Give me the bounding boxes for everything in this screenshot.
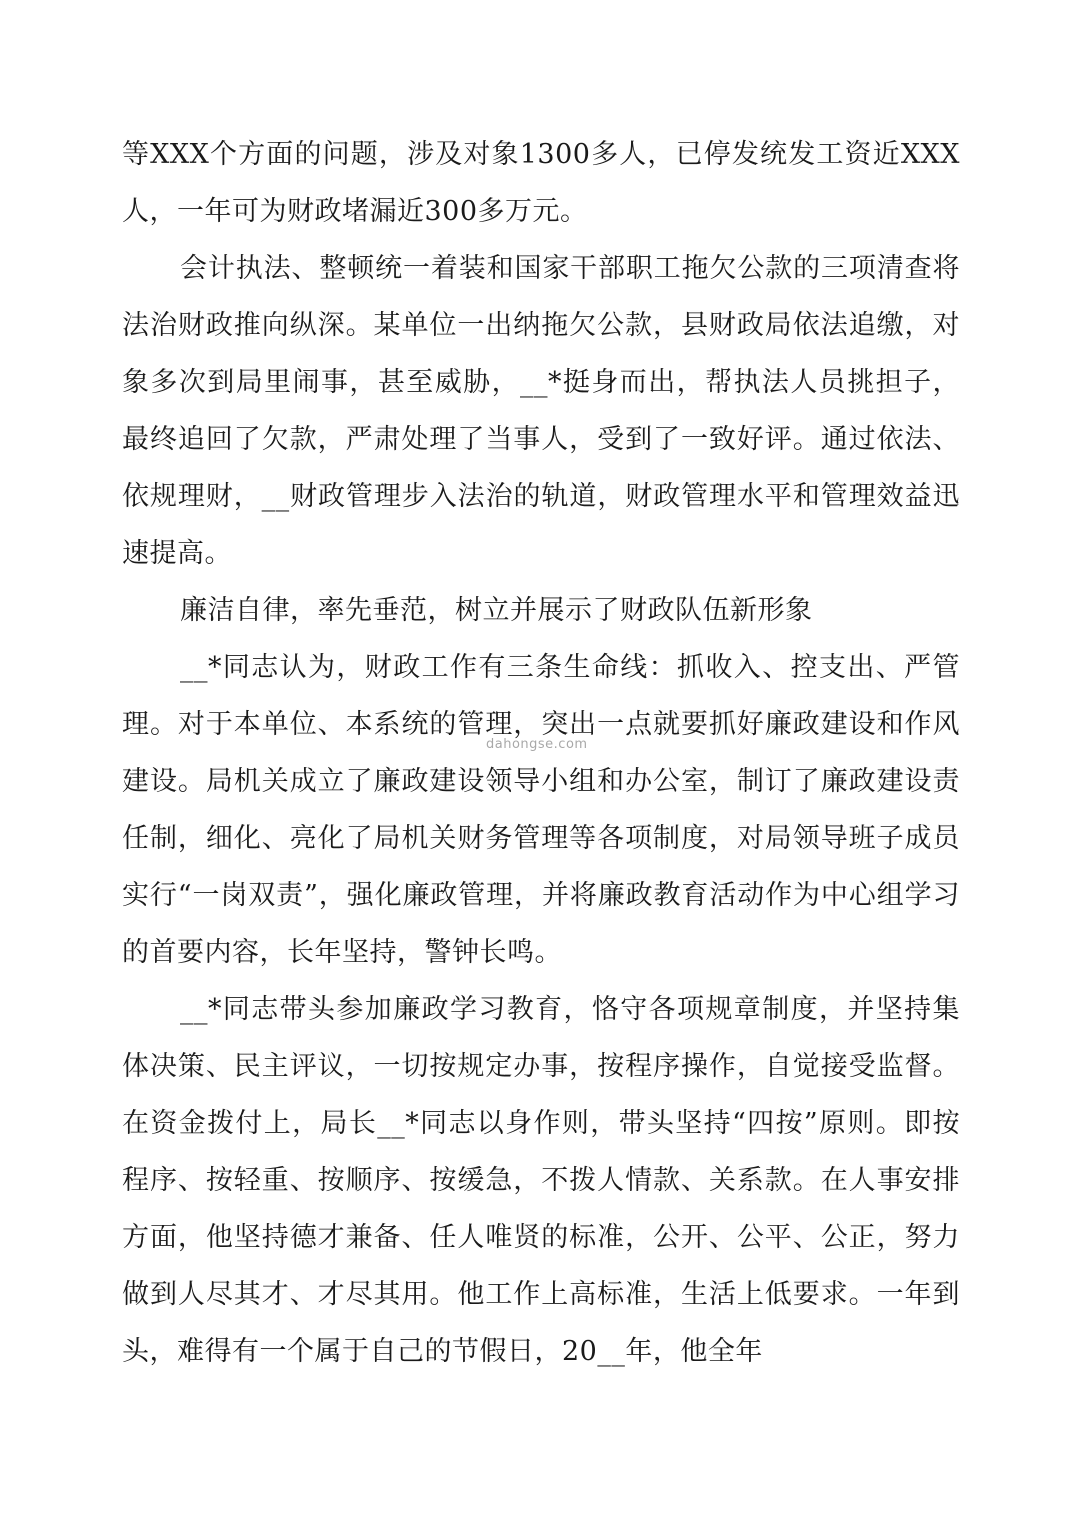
paragraph-4: __*同志认为，财政工作有三条生命线：抓收入、控支出、严管理。对于本单位、本系统的管理，突出一点就要抓好廉政建设和作风建设。局机关成立了廉政建设领导小组和办公室，制订了廉政建设责任制，细化、亮化了局机关财务管理等各项制度，对局领导班子成员实行“一岗双责”，强化廉政管理，并将廉政教育活动作为中心组学习的首要内容，长年坚持，警钟长鸣。 (122, 652, 960, 968)
paragraph-2: 会计执法、整顿统一着装和国家干部职工拖欠公款的三项清查将法治财政推向纵深。某单位一出纳拖欠公款，县财政局依法追缴，对象多次到局里闹事，甚至威胁，__*挺身而出，帮执法人员挑担子，最终追回了欠款，严肃处理了当事人，受到了一致好评。通过依法、依规理财，__财政管理步入法治的轨道，财政管理水平和管理效益迅速提高。 (122, 253, 960, 569)
paragraph-5: __*同志带头参加廉政学习教育，恪守各项规章制度，并坚持集体决策、民主评议，一切按规定办事，按程序操作，自觉接受监督。在资金拨付上，局长__*同志以身作则，带头坚持“四按”原则。即按程序、按轻重、按顺序、按缓急，不拨人情款、关系款。在人事安排方面，他坚持德才兼备、任人唯贤的标准，公开、公平、公正，努力做到人尽其才、才尽其用。他工作上高标准，生活上低要求。一年到头，难得有一个属于自己的节假日，20__年，他全年 (122, 994, 960, 1367)
section-heading-integrity: 廉洁自律，率先垂范，树立并展示了财政队伍新形象 (180, 595, 813, 626)
watermark: dahongse.com (486, 737, 588, 752)
paragraph-1: 等XXX个方面的问题，涉及对象1300多人，已停发统发工资近XXX人，一年可为财政堵漏近300多万元。 (122, 139, 960, 227)
document-body (122, 126, 960, 1380)
